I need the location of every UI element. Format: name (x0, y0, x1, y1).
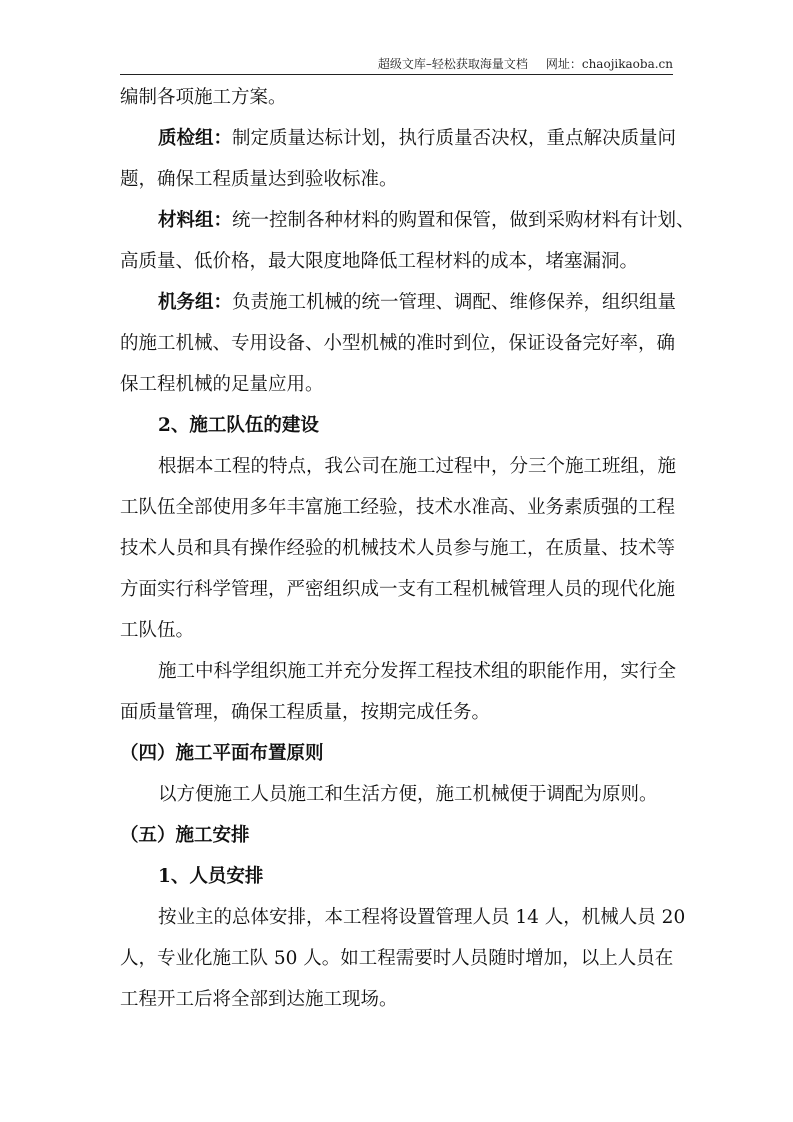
line-text: 编制各项施工方案。 (120, 87, 287, 108)
bold-label: 1、人员安排 (158, 866, 264, 887)
line-text: 根据本工程的特点，我公司在施工过程中，分三个施工班组，施 (158, 456, 677, 477)
line-text: 高质量、低价格，最大限度地降低工程材料的成本，堵塞漏洞。 (120, 251, 639, 272)
text-line (120, 118, 677, 159)
text-line (120, 733, 673, 774)
page-header (120, 56, 673, 75)
header-site: 超级文库–轻松获取海量文档 (377, 57, 528, 71)
bold-label: 2、施工队伍的建设 (158, 415, 319, 436)
line-text: 工程开工后将全部到达施工现场。 (120, 989, 398, 1010)
text-line (120, 897, 686, 938)
text-line (120, 610, 673, 651)
text-line (120, 200, 695, 241)
line-text: 的施工机械、专用设备、小型机械的准时到位，保证设备完好率，确 (120, 333, 676, 354)
text-line (120, 446, 677, 487)
text-line (120, 651, 677, 692)
bold-label: 质检组： (158, 128, 233, 149)
line-text: 人，专业化施工队 50 人。如工程需要时人员随时增加，以上人员在 (120, 948, 674, 969)
line-text: 统一控制各种材料的购置和保管，做到采购材料有计划、 (232, 210, 695, 231)
bold-label: （五）施工安排 (120, 825, 250, 846)
text-line (120, 323, 676, 364)
line-text: 制定质量达标计划，执行质量否决权，重点解决质量问 (232, 128, 677, 149)
bold-label: （四）施工平面布置原则 (120, 743, 324, 764)
line-text: 以方便施工人员施工和生活方便，施工机械便于调配为原则。 (158, 784, 658, 805)
line-text: 施工中科学组织施工并充分发挥工程技术组的职能作用，实行全 (158, 661, 677, 682)
text-line (120, 77, 673, 118)
text-line (120, 241, 673, 282)
bold-label: 机务组： (158, 292, 233, 313)
line-text: 技术人员和具有操作经验的机械技术人员参与施工，在质量、技术等 (120, 538, 676, 559)
text-line (120, 487, 676, 528)
text-line (120, 692, 673, 733)
text-line (120, 282, 677, 323)
header-url: 网址：chaojikaoba.cn (545, 57, 673, 71)
text-line (120, 938, 673, 979)
line-text: 负责施工机械的统一管理、调配、维修保养，组织组量 (232, 292, 677, 313)
text-line (120, 979, 673, 1020)
line-text: 按业主的总体安排，本工程将设置管理人员 14 人，机械人员 20 (158, 907, 686, 928)
text-line (120, 774, 673, 815)
text-line (120, 364, 673, 405)
bold-label: 材料组： (158, 210, 233, 231)
line-text: 工队伍。 (120, 620, 195, 641)
text-line (120, 569, 676, 610)
text-line (120, 405, 673, 446)
document-body (120, 77, 695, 1020)
line-text: 保工程机械的足量应用。 (120, 374, 324, 395)
line-text: 题，确保工程质量达到验收标准。 (120, 169, 398, 190)
line-text: 方面实行科学管理，严密组织成一支有工程机械管理人员的现代化施 (120, 579, 676, 600)
line-text: 工队伍全部使用多年丰富施工经验，技术水准高、业务素质强的工程 (120, 497, 676, 518)
text-line (120, 528, 676, 569)
text-line (120, 159, 673, 200)
line-text: 面质量管理，确保工程质量，按期完成任务。 (120, 702, 491, 723)
text-line (120, 815, 673, 856)
text-line (120, 856, 673, 897)
